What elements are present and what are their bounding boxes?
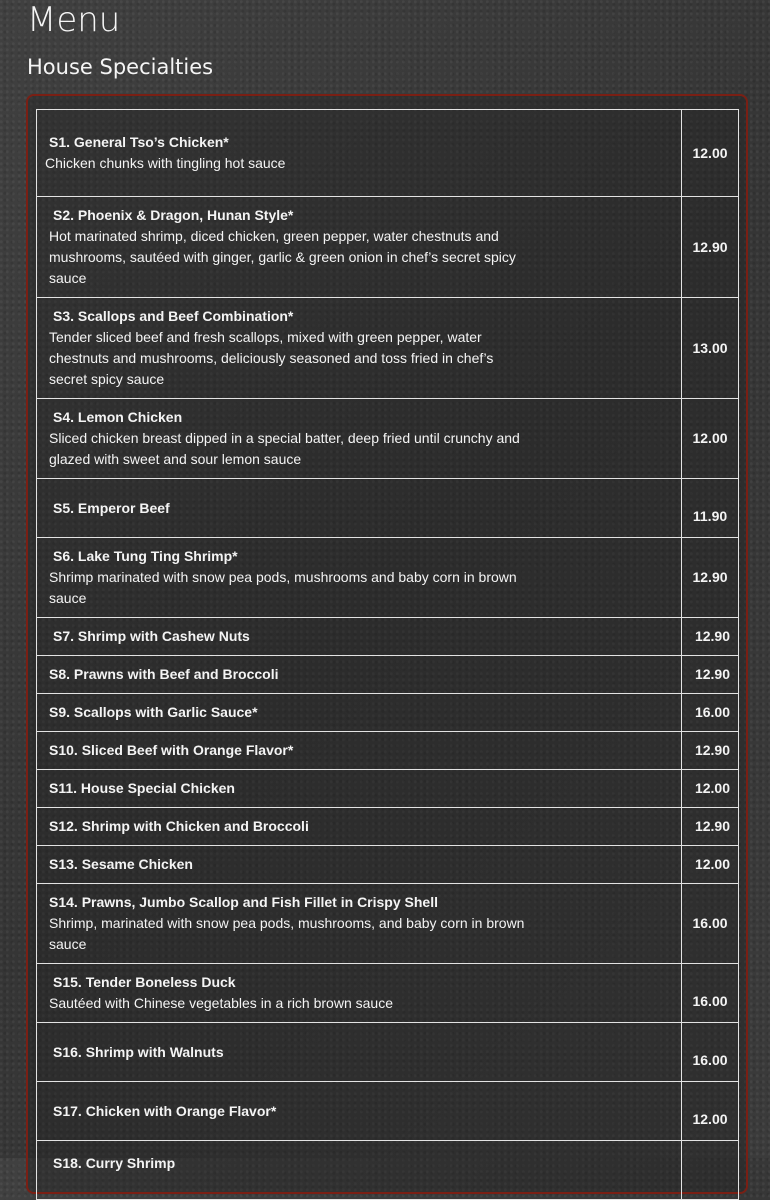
item-cell: [37, 538, 682, 618]
item-price: 12.00: [682, 399, 739, 479]
item-cell: [37, 694, 682, 732]
item-name: S9. Scallops with Garlic Sauce*: [49, 704, 258, 720]
item-name: S5. Emperor Beef: [53, 499, 170, 516]
section-title: House Specialties: [27, 55, 214, 79]
table-row: [37, 1023, 739, 1082]
menu-table: [36, 109, 739, 1200]
item-price: 12.90: [682, 538, 739, 618]
item-name: S17. Chicken with Orange Flavor*: [53, 1102, 277, 1119]
table-row: [37, 808, 739, 846]
table-row: [37, 298, 739, 399]
table-row: [37, 732, 739, 770]
table-row: [37, 770, 739, 808]
table-row: [37, 1082, 739, 1141]
table-row: [37, 197, 739, 298]
item-name: S7. Shrimp with Cashew Nuts: [53, 628, 250, 644]
item-description: Chicken chunks with tingling hot sauce: [45, 155, 286, 171]
item-cell: [37, 399, 682, 479]
table-row: [37, 399, 739, 479]
item-price: 12.00: [682, 110, 739, 197]
item-name: S3. Scallops and Beef Combination*: [53, 308, 294, 324]
item-price: 12.90: [682, 808, 739, 846]
item-name: S2. Phoenix & Dragon, Hunan Style*: [53, 207, 294, 223]
item-cell: [37, 479, 682, 538]
item-price: 12.00: [682, 770, 739, 808]
item-name: S10. Sliced Beef with Orange Flavor*: [49, 742, 294, 758]
item-name: S14. Prawns, Jumbo Scallop and Fish Fillet in Crispy Shell: [49, 894, 438, 910]
table-row: [37, 1141, 739, 1200]
item-price: 16.00: [682, 884, 739, 964]
item-cell: [37, 298, 682, 399]
table-row: [37, 694, 739, 732]
item-cell: [37, 1082, 682, 1141]
item-cell: [37, 197, 682, 298]
table-row: [37, 846, 739, 884]
table-row: [37, 884, 739, 964]
item-price: 16.00: [682, 694, 739, 732]
item-price: 12.90: [682, 656, 739, 694]
item-description: Tender sliced beef and fresh scallops, mixed with green pepper, water chestnuts and mushrooms, deliciously seasoned and toss fried in chef’s secret spicy sauce: [49, 329, 494, 387]
item-price: 12.00: [682, 1082, 739, 1141]
item-name: S16. Shrimp with Walnuts: [53, 1043, 224, 1060]
item-cell: [37, 732, 682, 770]
table-row: [37, 656, 739, 694]
item-cell: [37, 770, 682, 808]
table-row: [37, 110, 739, 197]
item-price: 12.00: [682, 846, 739, 884]
item-name: S15. Tender Boneless Duck: [53, 974, 236, 990]
item-cell: [37, 656, 682, 694]
item-description: Shrimp marinated with snow pea pods, mushrooms and baby corn in brown sauce: [49, 569, 517, 606]
item-cell: [37, 618, 682, 656]
item-cell: [37, 964, 682, 1023]
item-cell: [37, 1023, 682, 1082]
item-price: 12.90: [682, 618, 739, 656]
item-price: 16.00: [682, 1023, 739, 1082]
item-price: 12.90: [682, 732, 739, 770]
item-price: 12.90: [682, 197, 739, 298]
item-name: S8. Prawns with Beef and Broccoli: [49, 666, 279, 682]
item-name: S13. Sesame Chicken: [49, 856, 193, 872]
item-cell: [37, 808, 682, 846]
item-name: S18. Curry Shrimp: [53, 1155, 176, 1171]
item-cell: [37, 110, 682, 197]
item-cell: [37, 846, 682, 884]
item-name: S4. Lemon Chicken: [53, 409, 183, 425]
item-name: S6. Lake Tung Ting Shrimp*: [53, 548, 238, 564]
item-price: 11.90: [682, 479, 739, 538]
table-row: [37, 479, 739, 538]
item-description: Sautéed with Chinese vegetables in a rich brown sauce: [49, 995, 393, 1011]
item-name: S1. General Tso’s Chicken*: [49, 134, 229, 150]
table-row: [37, 538, 739, 618]
table-row: [37, 964, 739, 1023]
item-description: Sliced chicken breast dipped in a special batter, deep fried until crunchy and glazed with sweet and sour lemon sauce: [49, 430, 520, 467]
item-description: Hot marinated shrimp, diced chicken, green pepper, water chestnuts and mushrooms, sautéed with ginger, garlic & green onion in chef’s secret spicy sauce: [49, 228, 516, 286]
item-name: S11. House Special Chicken: [49, 780, 235, 796]
item-cell: [37, 884, 682, 964]
table-row: [37, 618, 739, 656]
page-title: Menu: [27, 0, 121, 40]
item-price: [682, 1141, 739, 1200]
item-price: 13.00: [682, 298, 739, 399]
item-cell: [37, 1141, 682, 1200]
item-name: S12. Shrimp with Chicken and Broccoli: [49, 818, 309, 834]
item-price: 16.00: [682, 964, 739, 1023]
item-description: Shrimp, marinated with snow pea pods, mushrooms, and baby corn in brown sauce: [49, 915, 525, 952]
